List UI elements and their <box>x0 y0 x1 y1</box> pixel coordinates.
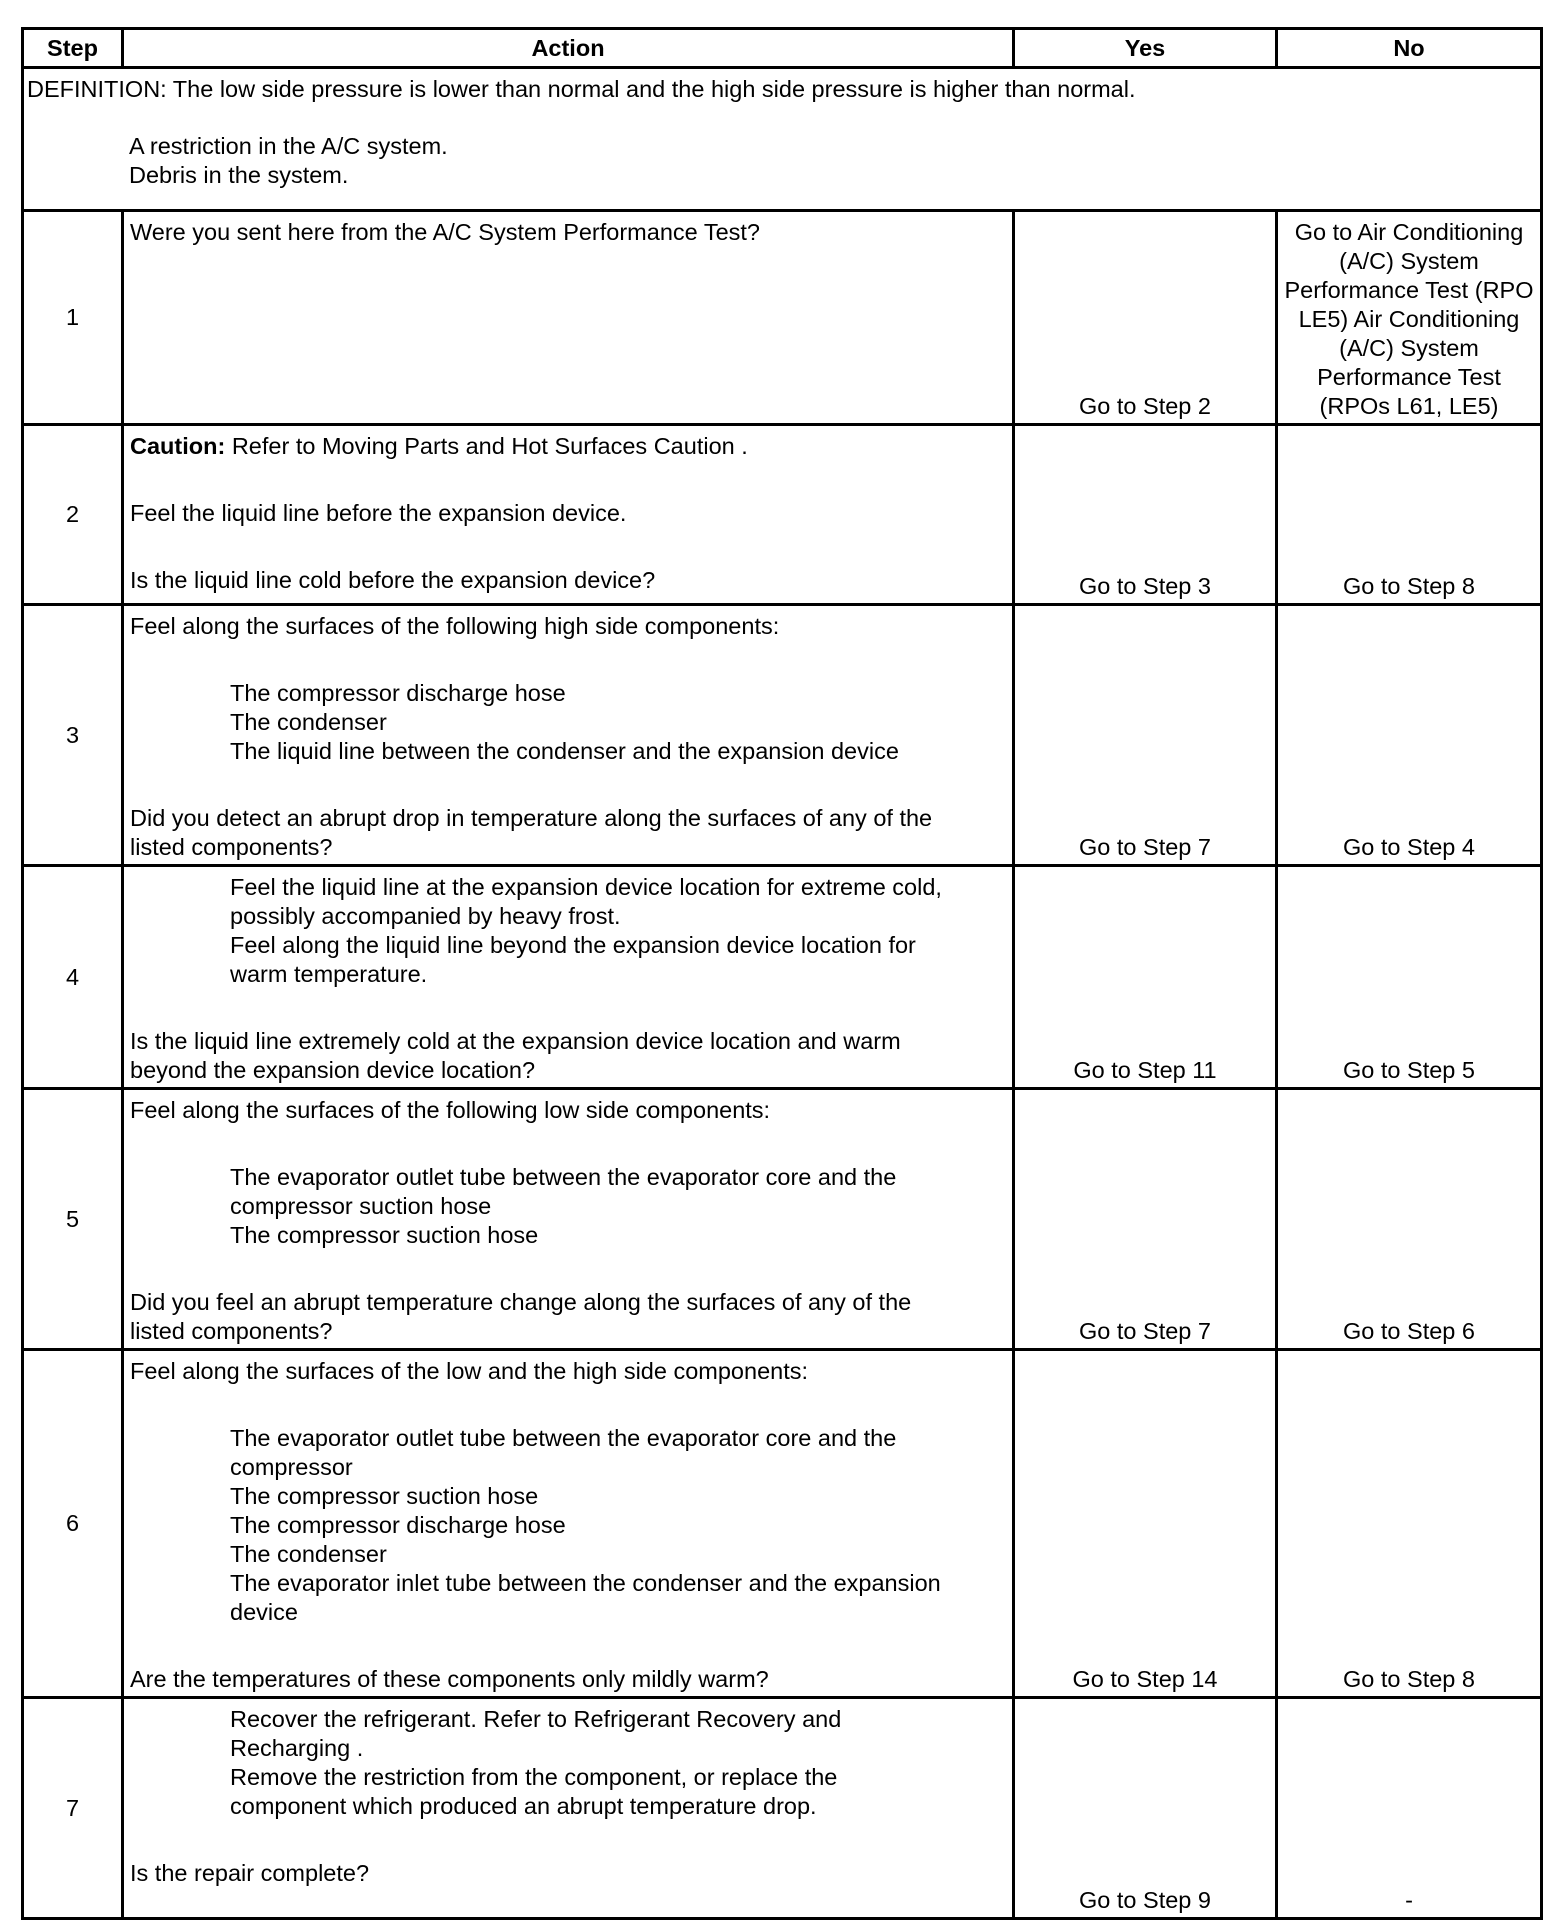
intro-text: Feel along the surfaces of the low and the high side components: <box>130 1358 809 1384</box>
question-text: Are the temperatures of these components only mildly warm? <box>130 1666 769 1692</box>
list-item: Remove the restriction from the component, or replace the <box>230 1764 838 1790</box>
table-row <box>23 425 1542 605</box>
table-row <box>23 1350 1542 1698</box>
list-item: Feel along the liquid line beyond the expansion device location for <box>230 932 916 958</box>
intro-text: Feel along the surfaces of the following high side components: <box>130 613 780 639</box>
list-item: compressor suction hose <box>230 1193 492 1219</box>
list-item: The compressor suction hose <box>230 1483 539 1509</box>
no-cell: - <box>1277 1698 1542 1919</box>
no-cell: Go to Step 4 <box>1277 605 1542 866</box>
yes-cell: Go to Step 3 <box>1014 425 1277 605</box>
step-number: 7 <box>23 1698 123 1919</box>
list-item: The condenser <box>230 709 387 735</box>
question-text: Is the repair complete? <box>130 1860 370 1886</box>
list-item: The evaporator outlet tube between the evaporator core and the <box>230 1164 897 1190</box>
no-cell: Go to Step 6 <box>1277 1089 1542 1350</box>
question-text: Is the liquid line extremely cold at the expansion device location and warm <box>130 1028 901 1054</box>
list-item: The compressor discharge hose <box>230 680 566 706</box>
header-row <box>23 29 1542 68</box>
list-item: The condenser <box>230 1541 387 1567</box>
list-item: compressor <box>230 1454 353 1480</box>
caution-line <box>130 432 1006 461</box>
no-cell: Go to Step 8 <box>1277 1350 1542 1698</box>
yes-cell: Go to Step 2 <box>1014 211 1277 425</box>
table-row <box>23 211 1542 425</box>
list-item: component which produced an abrupt temperature drop. <box>230 1793 817 1819</box>
list-item: The liquid line between the condenser and the expansion device <box>230 738 899 764</box>
action-cell <box>123 211 1014 425</box>
yes-cell: Go to Step 14 <box>1014 1350 1277 1698</box>
diagnostic-table <box>21 27 1543 1920</box>
list-item: Recover the refrigerant. Refer to Refrigerant Recovery and <box>230 1706 842 1732</box>
caution-text: Refer to Moving Parts and Hot Surfaces Caution . <box>225 433 748 459</box>
intro-text: Feel along the surfaces of the following low side components: <box>130 1097 771 1123</box>
step-number: 5 <box>23 1089 123 1350</box>
step-number: 1 <box>23 211 123 425</box>
table-row <box>23 1698 1542 1919</box>
list-item: Recharging . <box>230 1735 364 1761</box>
action-cell <box>123 605 1014 866</box>
yes-cell: Go to Step 9 <box>1014 1698 1277 1919</box>
cause-item: Debris in the system. <box>129 162 349 188</box>
action-cell <box>123 425 1014 605</box>
list-item: The compressor suction hose <box>230 1222 539 1248</box>
yes-cell: Go to Step 7 <box>1014 1089 1277 1350</box>
action-cell <box>123 1350 1014 1698</box>
no-cell: Go to Step 5 <box>1277 866 1542 1089</box>
list-item: Feel the liquid line at the expansion device location for extreme cold, <box>230 874 942 900</box>
header-action: Action <box>123 29 1014 68</box>
definition-text: DEFINITION: The low side pressure is lower than normal and the high side pressure is higher than normal. <box>27 76 1136 102</box>
list-item: The evaporator outlet tube between the evaporator core and the <box>230 1425 897 1451</box>
yes-cell: Go to Step 11 <box>1014 866 1277 1089</box>
question-text: Did you detect an abrupt drop in temperature along the surfaces of any of the <box>130 805 933 831</box>
question-text: Did you feel an abrupt temperature change along the surfaces of any of the <box>130 1289 912 1315</box>
step-number: 2 <box>23 425 123 605</box>
list-item: possibly accompanied by heavy frost. <box>230 903 621 929</box>
question-text: listed components? <box>130 834 333 860</box>
step-number: 6 <box>23 1350 123 1698</box>
no-cell: Go to Step 8 <box>1277 425 1542 605</box>
definition-cell <box>23 68 1542 211</box>
definition-row <box>23 68 1542 211</box>
header-no: No <box>1277 29 1542 68</box>
header-yes: Yes <box>1014 29 1277 68</box>
question-text: beyond the expansion device location? <box>130 1057 536 1083</box>
list-item: warm temperature. <box>230 961 428 987</box>
action-cell <box>123 1089 1014 1350</box>
question-text: Were you sent here from the A/C System Performance Test? <box>130 219 760 245</box>
question-text: Is the liquid line cold before the expansion device? <box>130 567 656 593</box>
list-item: device <box>230 1599 298 1625</box>
caution-label: Caution: <box>130 433 226 459</box>
action-cell <box>123 866 1014 1089</box>
table-row <box>23 866 1542 1089</box>
question-text: listed components? <box>130 1318 333 1344</box>
list-item: The compressor discharge hose <box>230 1512 566 1538</box>
no-cell: Go to Air Conditioning (A/C) System Performance Test (RPO LE5) Air Conditioning (A/C) System Performance Test (RPOs L61, LE5) <box>1277 211 1542 425</box>
header-step: Step <box>23 29 123 68</box>
action-cell <box>123 1698 1014 1919</box>
step-number: 3 <box>23 605 123 866</box>
cause-item: A restriction in the A/C system. <box>129 133 448 159</box>
instruction-text: Feel the liquid line before the expansion device. <box>130 500 627 526</box>
list-item: The evaporator inlet tube between the condenser and the expansion <box>230 1570 941 1596</box>
table-row <box>23 1089 1542 1350</box>
step-number: 4 <box>23 866 123 1089</box>
yes-cell: Go to Step 7 <box>1014 605 1277 866</box>
table-row <box>23 605 1542 866</box>
